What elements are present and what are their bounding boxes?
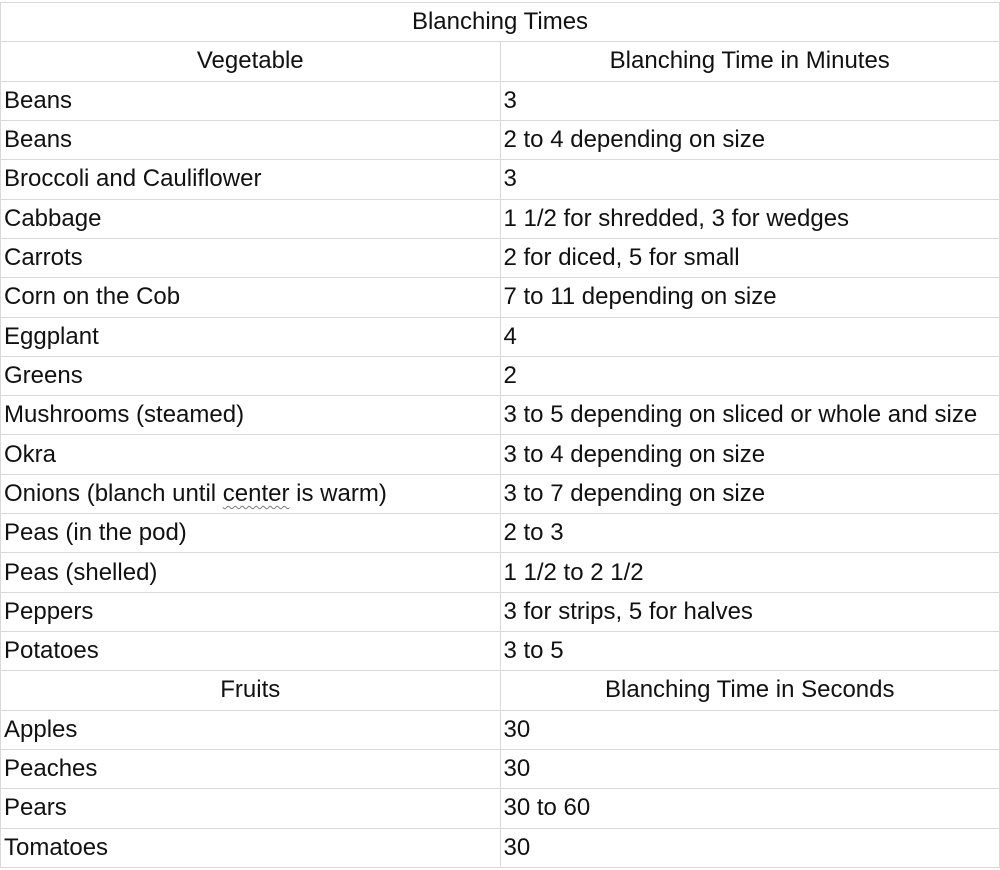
table-row [1,120,1000,159]
blanching-time-cell: 30 [500,710,1000,749]
table-row [1,160,1000,199]
blanching-time-cell: 30 [500,828,1000,867]
vegetable-name-cell: Beans [1,81,501,120]
vegetables-header-row [1,42,1000,81]
table-row [1,553,1000,592]
blanching-time-cell: 1 1/2 for shredded, 3 for wedges [500,199,1000,238]
table-row [1,356,1000,395]
vegetable-name-cell: Potatoes [1,632,501,671]
fruits-column-header: Fruits [1,671,501,710]
blanching-time-cell: 3 to 5 depending on sliced or whole and size [500,396,1000,435]
vegetable-name-cell: Cabbage [1,199,501,238]
table-row [1,710,1000,749]
table-row [1,435,1000,474]
vegetable-name-cell: Mushrooms (steamed) [1,396,501,435]
blanching-time-cell: 2 to 4 depending on size [500,120,1000,159]
blanching-time-cell: 2 [500,356,1000,395]
title-row [1,3,1000,42]
blanching-time-cell: 3 to 7 depending on size [500,474,1000,513]
blanching-time-cell: 3 to 5 [500,632,1000,671]
fruit-name-cell: Peaches [1,749,501,788]
table-row [1,317,1000,356]
blanching-time-cell: 1 1/2 to 2 1/2 [500,553,1000,592]
table-row [1,396,1000,435]
blanching-time-cell: 30 to 60 [500,789,1000,828]
vegetable-name-cell: Peas (shelled) [1,553,501,592]
blanching-time-cell: 4 [500,317,1000,356]
vegetable-name-cell: Greens [1,356,501,395]
table-row [1,199,1000,238]
blanching-time-cell: 30 [500,749,1000,788]
table-row [1,592,1000,631]
vegetable-name-cell: Broccoli and Cauliflower [1,160,501,199]
blanching-time-cell: 2 to 3 [500,514,1000,553]
vegetable-name-cell: Beans [1,120,501,159]
table-row [1,632,1000,671]
seconds-column-header: Blanching Time in Seconds [500,671,1000,710]
table-row [1,828,1000,867]
vegetable-name-cell: Peas (in the pod) [1,514,501,553]
blanching-time-cell: 3 for strips, 5 for halves [500,592,1000,631]
minutes-column-header: Blanching Time in Minutes [500,42,1000,81]
table-row [1,474,1000,513]
table-row [1,514,1000,553]
fruit-name-cell: Apples [1,710,501,749]
table-row [1,238,1000,277]
fruit-name-cell: Tomatoes [1,828,501,867]
blanching-time-cell: 2 for diced, 5 for small [500,238,1000,277]
blanching-time-cell: 3 to 4 depending on size [500,435,1000,474]
vegetable-name-cell: Corn on the Cob [1,278,501,317]
vegetable-name-cell: Okra [1,435,501,474]
blanching-time-cell: 3 [500,160,1000,199]
vegetable-name-cell: Peppers [1,592,501,631]
blanching-time-cell: 7 to 11 depending on size [500,278,1000,317]
vegetable-name-cell: Carrots [1,238,501,277]
blanching-time-cell: 3 [500,81,1000,120]
vegetable-name-cell [1,474,501,513]
table-row [1,789,1000,828]
onions-name-text: Onions (blanch until center is warm) [4,479,387,507]
table-row [1,81,1000,120]
vegetable-name-cell: Eggplant [1,317,501,356]
fruits-header-row [1,671,1000,710]
spellcheck-underline: center [222,479,290,507]
fruit-name-cell: Pears [1,789,501,828]
table-row [1,749,1000,788]
blanching-times-table [0,2,1000,868]
table-title: Blanching Times [1,3,1000,42]
vegetable-column-header: Vegetable [1,42,501,81]
table-row [1,278,1000,317]
